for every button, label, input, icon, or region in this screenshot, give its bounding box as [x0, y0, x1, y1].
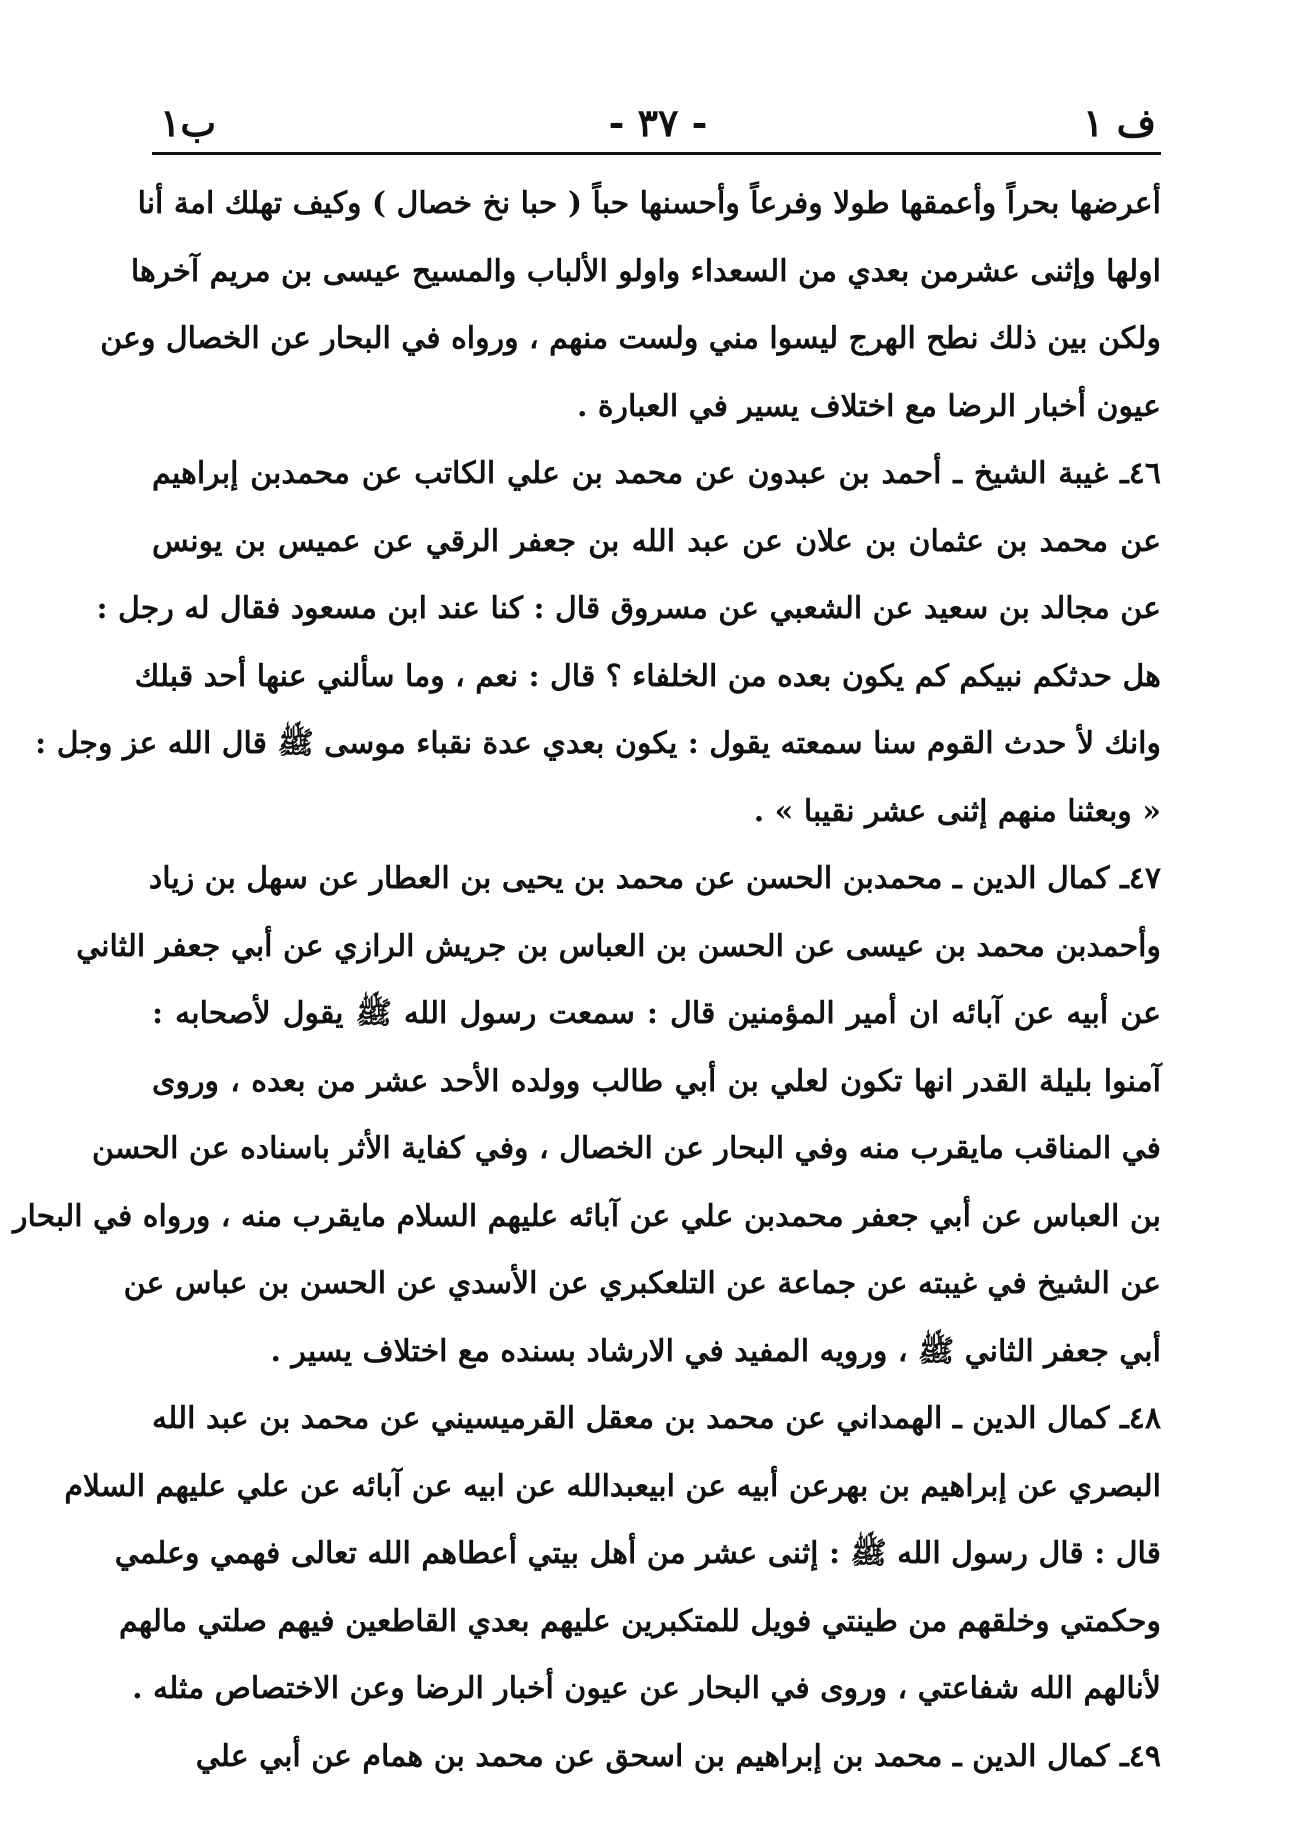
body-text — [13, 170, 1161, 1790]
page-header — [160, 100, 1156, 160]
header-divider — [152, 152, 1161, 155]
page-number: - ٣٧ - — [608, 100, 708, 145]
paragraph-hadith-47 — [13, 845, 1161, 1385]
paragraph-hadith-48 — [64, 1385, 1161, 1723]
text-line: أبي جعفر الثاني ﷺ ، ورويه المفيد في الارشاد بسنده مع اختلاف يسير . — [270, 1333, 1161, 1369]
text-line: وأحمدبن محمد بن عيسى عن الحسن بن العباس بن جريش الرازي عن أبي جعفر الثاني — [76, 928, 1161, 964]
text-line: البصري عن إبراهيم بن بهرعن أبيه عن ابيعبدالله عن ابيه عن آبائه عن علي عليهم السلام — [64, 1468, 1161, 1504]
text-line: « وبعثنا منهم إثنى عشر نقيبا » . — [753, 793, 1161, 829]
paragraph-hadith-46 — [35, 440, 1161, 845]
text-line: وانك لأ حدث القوم سنا سمعته يقول : يكون بعدي عدة نقباء موسى ﷺ قال الله عز وجل : — [35, 726, 1161, 761]
text-line: ولكن بين ذلك نطح الهرج ليسوا مني ولست منهم ، ورواه في البحار عن الخصال وعن — [100, 321, 1161, 356]
text-line: ٤٧ـ كمال الدين ـ محمدبن الحسن عن محمد بن يحيى بن العطار عن سهل بن زياد — [148, 861, 1161, 896]
text-line: ٤٨ـ كمال الدين ـ الهمداني عن محمد بن معقل القرميسيني عن محمد بن عبد الله — [152, 1401, 1161, 1436]
text-line: ٤٦ـ غيبة الشيخ ـ أحمد بن عبدون عن محمد بن علي الكاتب عن محمدبن إبراهيم — [152, 456, 1161, 491]
paragraph-hadith-49 — [152, 1723, 1161, 1791]
text-line: ٤٩ـ كمال الدين ـ محمد بن إبراهيم بن اسحق عن محمد بن همام عن أبي علي — [195, 1738, 1161, 1774]
text-line: عن مجالد بن سعيد عن الشعبي عن مسروق قال : كنا عند ابن مسعود فقال له رجل : — [96, 591, 1161, 626]
paragraph-intro — [100, 170, 1161, 440]
text-line: عيون أخبار الرضا مع اختلاف يسير في العبارة . — [576, 388, 1161, 424]
section-label-right: ف ١ — [1082, 100, 1156, 145]
text-line: في المناقب مايقرب منه وفي البحار عن الخصال ، وفي كفاية الأثر باسناده عن الحسن — [92, 1131, 1161, 1166]
text-line: هل حدثكم نبيكم كم يكون بعده من الخلفاء ؟ قال : نعم ، وما سألني عنها أحد قبلك — [134, 658, 1161, 694]
section-label-left: ب١ — [160, 100, 217, 145]
text-line: آمنوا بليلة القدر انها تكون لعلي بن أبي طالب وولده الأحد عشر من بعده ، وروى — [152, 1063, 1161, 1099]
text-line: لأنالهم الله شفاعتي ، وروى في البحار عن عيون أخبار الرضا وعن الاختصاص مثله . — [132, 1671, 1161, 1706]
text-line: قال : قال رسول الله ﷺ : إثنى عشر من أهل بيتي أعطاهم الله تعالى فهمي وعلمي — [114, 1536, 1161, 1571]
text-line: عن الشيخ في غيبته عن جماعة عن التلعكبري عن الأسدي عن الحسن بن عباس عن — [123, 1266, 1161, 1301]
text-line: أعرضها بحراً وأعمقها طولا وفرعاً وأحسنها حباً ( حبا نخ خصال ) وكيف تهلك امة أنا — [137, 186, 1161, 221]
text-line: اولها وإثنى عشرمن بعدي من السعداء واولو الألباب والمسيح عيسى بن مريم آخرها — [130, 253, 1161, 289]
text-line: عن أبيه عن آبائه ان أمير المؤمنين قال : سمعت رسول الله ﷺ يقول لأصحابه : — [152, 996, 1161, 1031]
text-line: بن العباس عن أبي جعفر محمدبن علي عن آبائه عليهم السلام مايقرب منه ، ورواه في البحار — [13, 1198, 1161, 1234]
text-line: وحكمتي وخلقهم من طينتي فويل للمتكبرين عليهم بعدي القاطعين فيهم صلتي مالهم — [118, 1603, 1161, 1639]
text-line: عن محمد بن عثمان بن علان عن عبد الله بن جعفر الرقي عن عميس بن يونس — [152, 523, 1161, 559]
